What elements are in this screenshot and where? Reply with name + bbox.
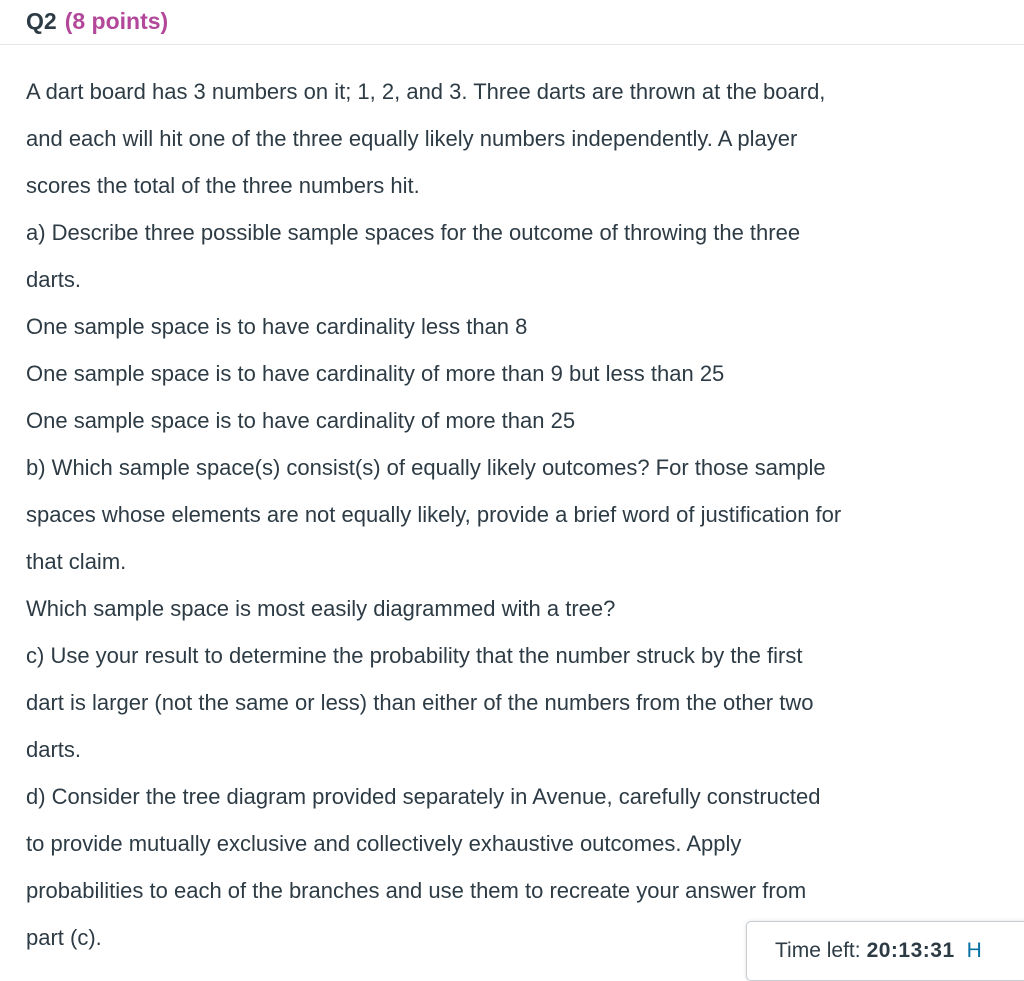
question-line: Which sample space is most easily diagrammed with a tree? xyxy=(26,596,616,621)
question-line: to provide mutually exclusive and collectively exhaustive outcomes. Apply xyxy=(26,831,742,856)
question-line: A dart board has 3 numbers on it; 1, 2, and 3. Three darts are thrown at the board, xyxy=(26,79,826,104)
question-text xyxy=(26,68,1018,961)
timer-box xyxy=(746,921,1024,981)
timer-value: 20:13:31 xyxy=(866,939,955,962)
question-line: darts. xyxy=(26,737,82,762)
question-line: that claim. xyxy=(26,549,127,574)
timer-label: Time left: xyxy=(775,939,861,962)
question-line: One sample space is to have cardinality of more than 25 xyxy=(26,408,576,433)
hide-timer-link[interactable]: H xyxy=(966,939,982,962)
question-line: dart is larger (not the same or less) than either of the numbers from the other two xyxy=(26,690,814,715)
question-points: (8 points) xyxy=(64,7,169,34)
question-title: Q2 xyxy=(26,7,57,34)
question-line: a) Describe three possible sample spaces for the outcome of throwing the three xyxy=(26,220,801,245)
question-line: darts. xyxy=(26,267,82,292)
question-line: b) Which sample space(s) consist(s) of equally likely outcomes? For those sample xyxy=(26,455,826,480)
question-line: spaces whose elements are not equally likely, provide a brief word of justification for xyxy=(26,502,842,527)
question-line: part (c). xyxy=(26,925,102,950)
question-header xyxy=(26,2,168,40)
question-line: c) Use your result to determine the probability that the number struck by the first xyxy=(26,643,803,668)
question-line: and each will hit one of the three equally likely numbers independently. A player xyxy=(26,126,798,151)
question-line: d) Consider the tree diagram provided separately in Avenue, carefully constructed xyxy=(26,784,821,809)
question-line: scores the total of the three numbers hit. xyxy=(26,173,420,198)
question-line: probabilities to each of the branches and use them to recreate your answer from xyxy=(26,878,807,903)
question-line: One sample space is to have cardinality of more than 9 but less than 25 xyxy=(26,361,725,386)
header-divider xyxy=(0,44,1024,45)
question-line: One sample space is to have cardinality less than 8 xyxy=(26,314,528,339)
